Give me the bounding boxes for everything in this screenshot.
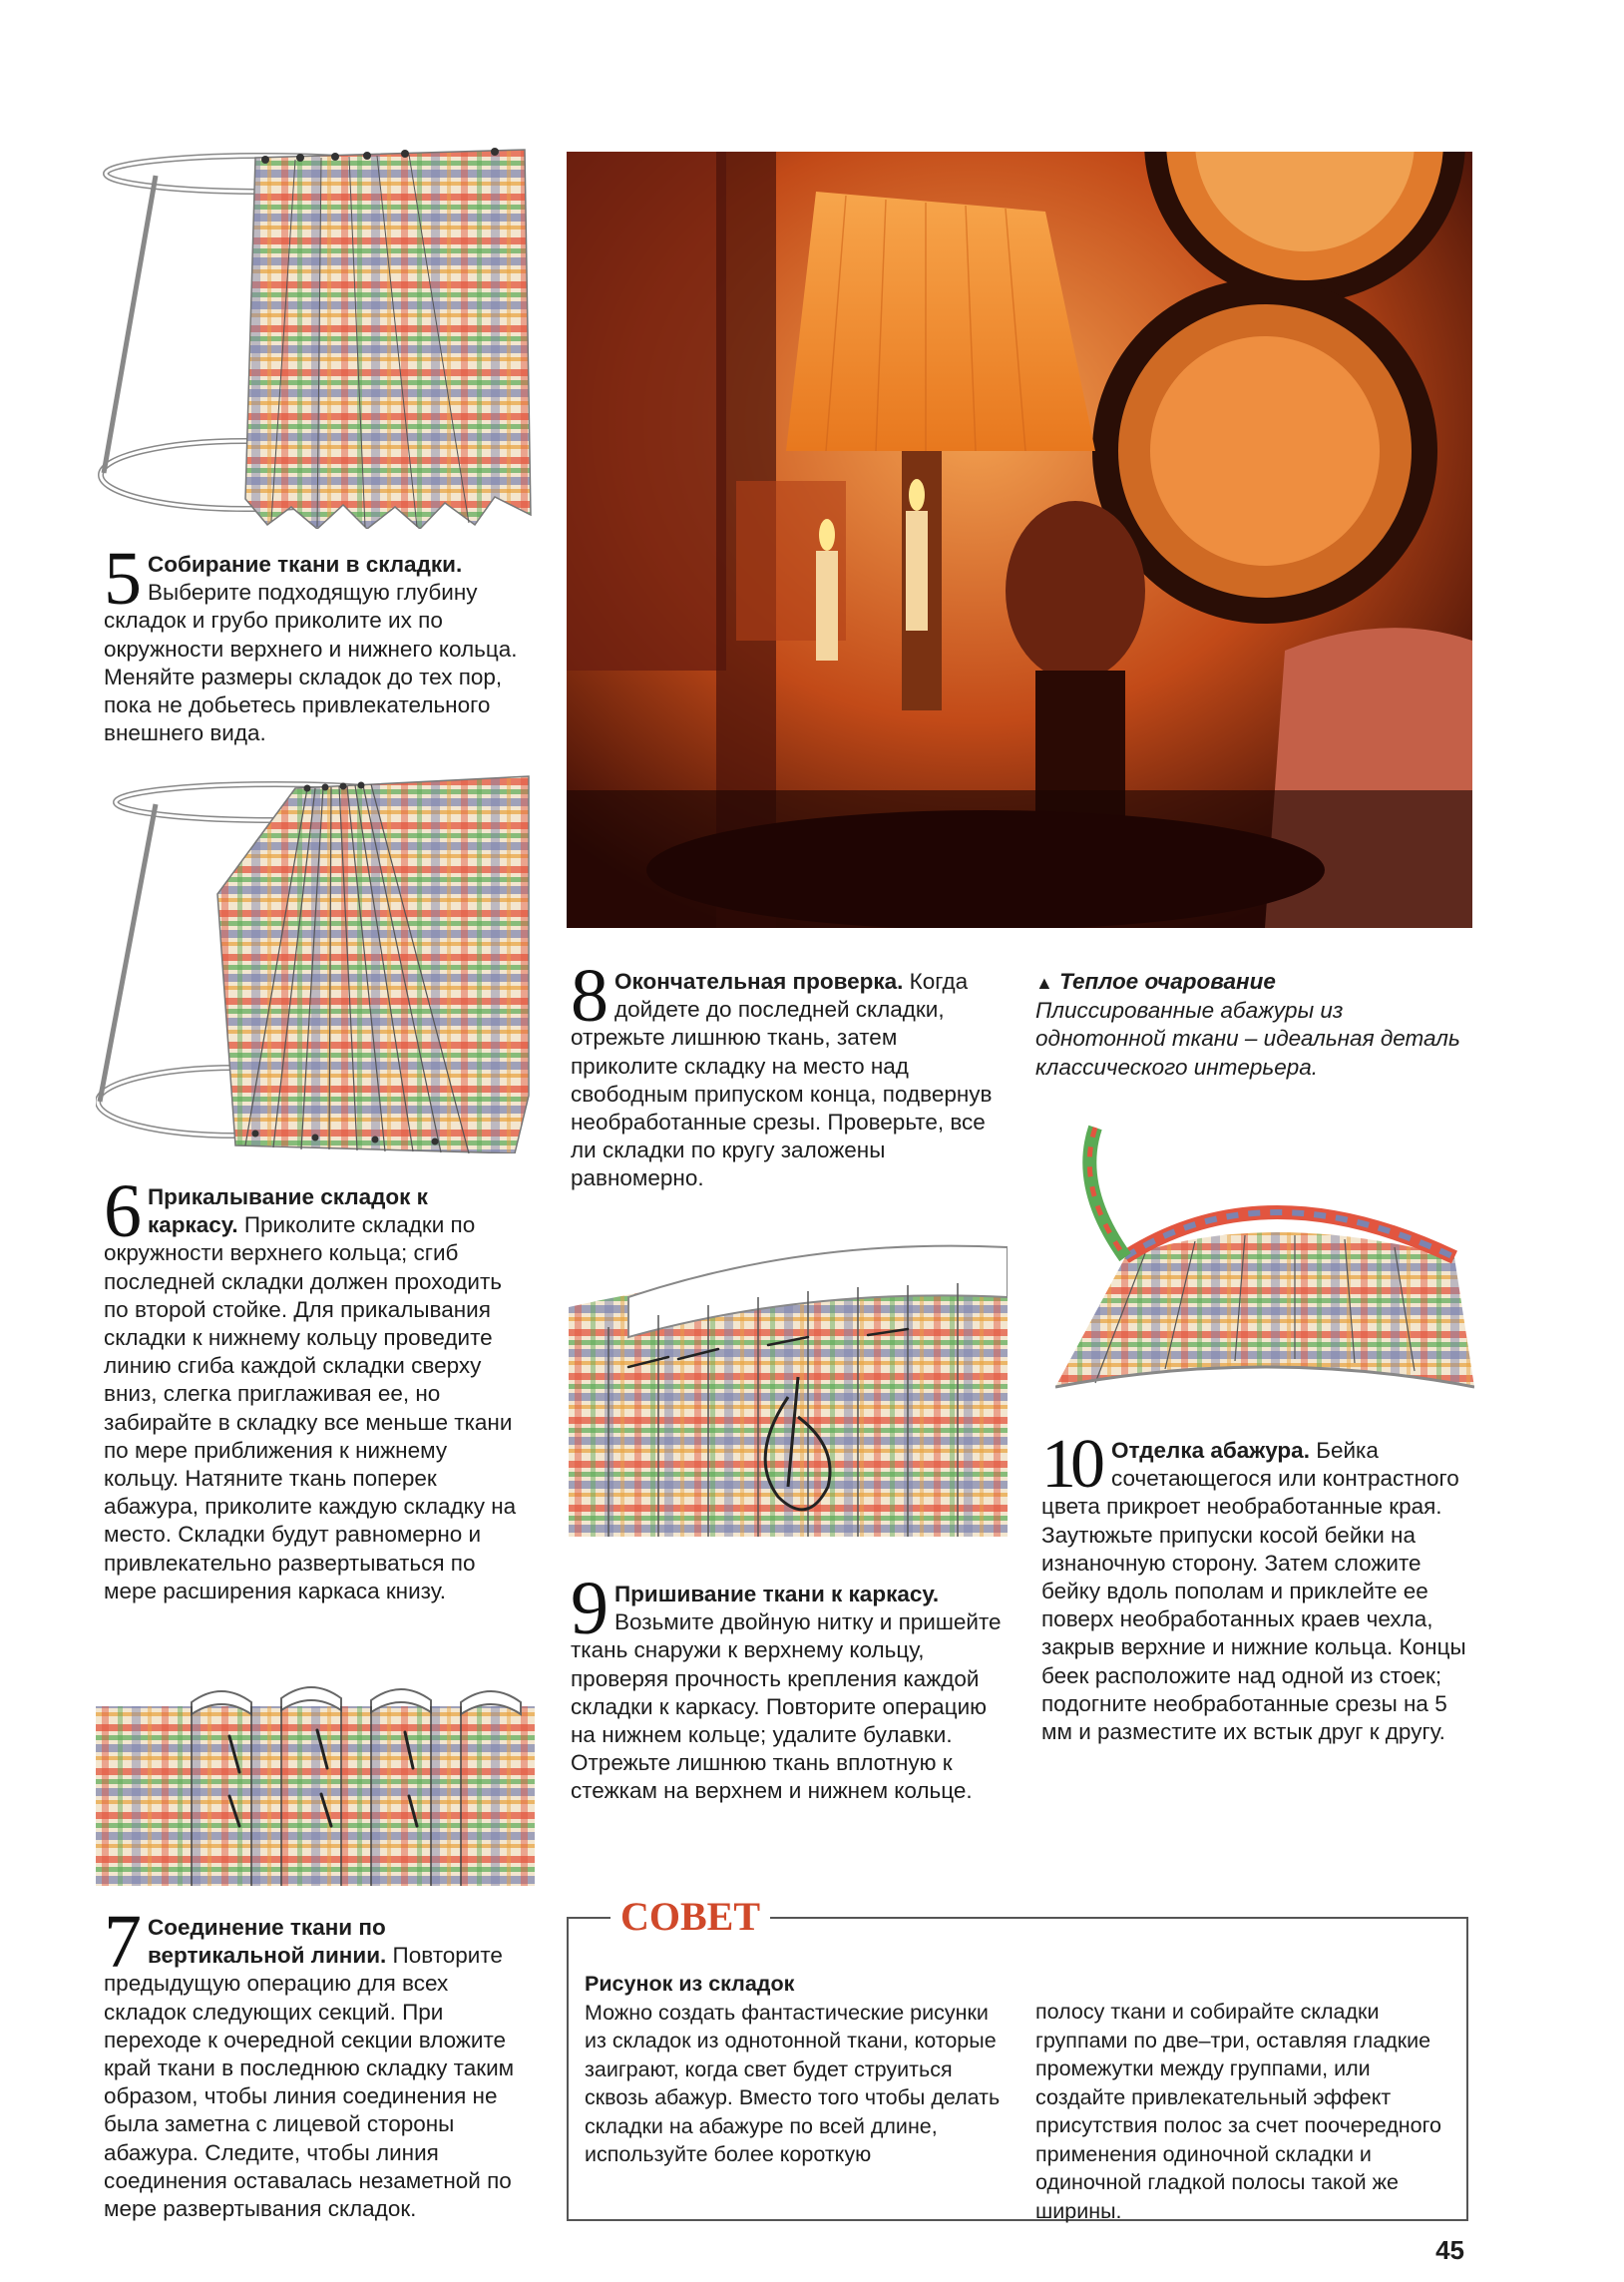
- photo-caption: [1035, 968, 1466, 1082]
- tip-column-left: [585, 1970, 1004, 2169]
- step-number: 5: [104, 537, 142, 621]
- illustration-step10: [1055, 1108, 1474, 1397]
- illustration-step7: [96, 1676, 535, 1886]
- tip-subtitle: Рисунок из складок: [585, 1972, 795, 1996]
- step-number: 9: [571, 1567, 609, 1650]
- tip-column-right: [1035, 1998, 1452, 2225]
- illustration-step9: [569, 1237, 1008, 1547]
- step-body: Выберите подходящую глубину складок и грубо приколите их по окружности верхнего и нижнего кольца. Меняйте размеры складок до тех пор, пока не добьетесь привлекательного внешнего вида.: [104, 580, 518, 746]
- caption-title: Теплое очарование: [1059, 969, 1276, 994]
- step-title: Прикалывание складок к каркасу.: [148, 1184, 428, 1238]
- step-title: Собирание ткани в складки.: [148, 552, 463, 577]
- illustration-step5: [96, 146, 535, 529]
- lamp-photo: [567, 152, 1472, 928]
- step-title: Соединение ткани по вертикальной линии.: [148, 1915, 387, 1969]
- step-10: [1041, 1426, 1472, 1746]
- triangle-up-icon: ▲: [1035, 973, 1053, 993]
- step-body: Приколите складки по окружности верхнего кольца; сгиб последней складки должен проходить по второй стойке. Для прикалывания складки к нижнему кольцу проведите линию сгиба каждой складки сверху вниз, слегка приглаживая ее, но забирайте в складку все меньше ткани по мере приближения к нижнему кольцу. Натяните ткань поперек абажура, приколите каждую складку на место. Складки будут равномерно и привлекательно развертываться по мере расширения каркаса книзу.: [104, 1212, 517, 1603]
- illustration-step6: [96, 774, 535, 1153]
- step-9: [571, 1567, 1002, 1806]
- step-5: [104, 537, 519, 747]
- caption-body: Плиссированные абажуры из однотонной ткани – идеальная деталь классического интерьера.: [1035, 998, 1460, 1080]
- tip-heading: СОВЕТ: [610, 1894, 770, 1940]
- tip-text-1: Можно создать фантастические рисунки из складок из однотонной ткани, которые заиграют, когда свет будет струиться сквозь абажур. Вместо того чтобы делать складки на абажуре по всей длине, используйте более короткую: [585, 2000, 1001, 2166]
- step-6: [104, 1169, 523, 1605]
- step-number: 8: [571, 954, 609, 1038]
- step-title: Окончательная проверка.: [614, 969, 904, 994]
- step-title: Отделка абажура.: [1111, 1438, 1310, 1463]
- step-body: Бейка сочетающегося или контрастного цвета прикроет необработанные края. Заутюжьте припуски косой бейки на изнаночную сторону. Затем сложите бейку вдоль пополам и приклейте ее поверх необработанных краев чехла, закрыв верхние и нижние кольца. Концы беек расположите над одной из стоек; подогните необработанные срезы на 5 мм и разместите их встык друг к другу.: [1041, 1438, 1466, 1745]
- step-title: Пришивание ткани к каркасу.: [614, 1582, 940, 1606]
- step-body: Повторите предыдущую операцию для всех складок следующих секций. При переходе к очередной секции вложите край ткани в последнюю складку таким образом, чтобы линия соединения не была заметна с лицевой стороны абажура. Следите, чтобы линия соединения оставалась незаметной по мере развертывания складок.: [104, 1943, 515, 2222]
- step-8: [571, 954, 998, 1193]
- step-7: [104, 1900, 523, 2223]
- tip-text-2: полосу ткани и собирайте складки группами по две–три, оставляя гладкие промежутки между группами, или создайте привлекательный эффект присутствия полос за счет поочередного применения одиночной складки и одиночной гладкой полосы такой же ширины.: [1035, 2000, 1441, 2223]
- step-number: 6: [104, 1169, 142, 1253]
- step-body: Возьмите двойную нитку и пришейте ткань снаружи к верхнему кольцу, проверяя прочность крепления каждой складки к каркасу. Повторите операцию на нижнем кольце; удалите булавки. Отрежьте лишнюю ткань вплотную к стежкам на верхнем и нижнем кольце.: [571, 1609, 1002, 1804]
- page-number: 45: [1435, 2235, 1464, 2265]
- step-number: 10: [1041, 1426, 1099, 1503]
- step-number: 7: [104, 1900, 142, 1984]
- step-body: Когда дойдете до последней складки, отрежьте лишнюю ткань, затем приколите складку на место над свободным припуском конца, подвернув необработанные срезы. Проверьте, все ли складки по кругу заложены равномерно.: [571, 969, 993, 1191]
